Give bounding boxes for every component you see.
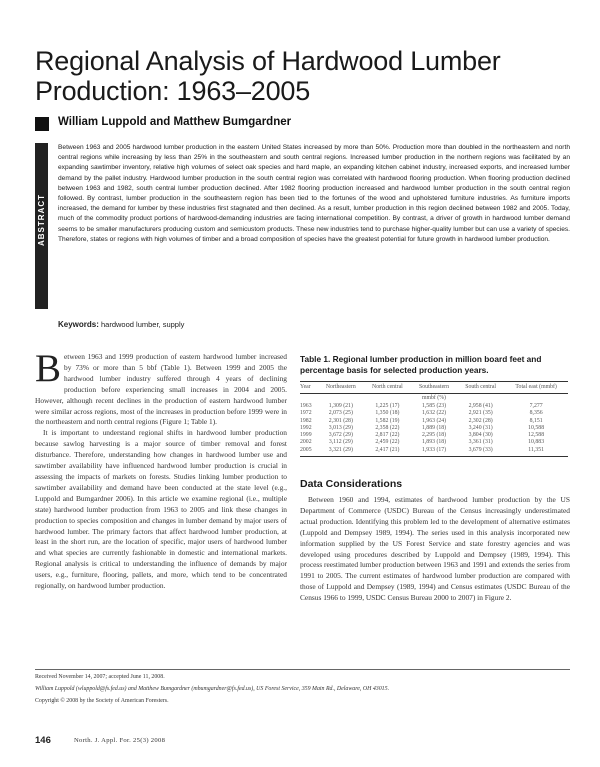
col-header: Northeastern xyxy=(318,382,364,394)
table-row xyxy=(300,418,568,425)
author-marker xyxy=(35,117,49,131)
table-row xyxy=(300,439,568,446)
authors: William Luppold and Matthew Bumgardner xyxy=(58,116,292,128)
value-cell: 2,301 (28) xyxy=(328,417,353,424)
author-info-note: William Luppold (wluppold@fs.fed.us) and Matthew Bumgardner (mbumgardner@fs.fed.us), US Forest Service, 359 Main Rd., Delaware, OH 43015. xyxy=(35,685,390,692)
value-cell: 2,358 (22) xyxy=(375,424,400,431)
value-cell: 8,151 xyxy=(529,417,543,424)
col-header: Year xyxy=(300,382,318,394)
year-cell: 1992 xyxy=(300,424,312,431)
value-cell: 3,679 (33) xyxy=(457,447,504,457)
col-header: Southeastern xyxy=(411,382,457,394)
intro-p1-text: etween 1963 and 1999 production of eastern hardwood lumber increased by 73% or more than 5 bbf (Table 1). Between 1999 and 2005 the hardwood lumber industry suffered through 4 years of declining production before experiencing small increases in 2004 and 2005. However, although recent declines in the production of eastern hardwood lumber were similar across regions, most of the increases in production before 1999 were in the northeastern and north central regions (Figure 1; Table 1). xyxy=(35,352,287,427)
value-cell: 3,804 (30) xyxy=(468,432,493,439)
drop-cap: B xyxy=(35,347,62,390)
table-row xyxy=(300,447,568,457)
article-title: Regional Analysis of Hardwood Lumber Production: 1963–2005 xyxy=(35,46,501,106)
value-cell: 11,351 xyxy=(504,447,568,457)
value-cell: 2,295 (18) xyxy=(421,432,447,439)
value-cell: 1,582 (19) xyxy=(375,417,400,424)
value-cell: 3,321 (29) xyxy=(318,447,364,457)
section-heading: Data Considerations xyxy=(300,478,403,490)
value-cell: 1,225 (17) xyxy=(375,403,400,409)
value-cell: 8,356 xyxy=(529,410,543,417)
page-number: 146 xyxy=(35,735,51,746)
value-cell: 12,588 xyxy=(528,432,545,439)
abstract-text: Between 1963 and 2005 hardwood lumber production in the eastern United States increased by more than 50%. Production more than doubled in the northeastern and north central regions while increasing by less than 25% in the southeastern and south central regions. Increased lumber production in the northern regions was facilitated by an expanding sawtimber inventory, relative high volumes of select oak species and hard maple, an expanding kitchen cabinet industry, increased exports, and increased lumber demand by the pallet industry. Hardwood lumber production in the south central region was correlated with hardwood flooring production. When flooring production declined between 1963 and 1982, south central lumber production declined. After 1982 flooring production increased and hardwood lumber production in the south central region followed. By contrast, lumber production in the southeastern region has been tied to the fortunes of the wood and upholstered furniture industries. As furniture imports increased, the demand for lumber by these industries first stagnated and then declined. As a result, lumber production in this region declined between 1982 and 2005. Today, much of the commodity product portions of hardwood-demanding industries are facing international competition. By contrast, a driver of growth in hardwood lumber demand seems to be smaller manufacturers producing custom and semicustom products. These new industries tend to purchase higher-quality lumber but can use a variety of species. Therefore, states or regions with high volumes of timber and a broad composition of species have the greatest potential for future growth in hardwood lumber production. xyxy=(58,144,570,243)
value-cell: 1,350 (18) xyxy=(375,410,400,417)
footnote-rule xyxy=(35,669,570,670)
value-cell: 2,921 (35) xyxy=(468,410,493,417)
table-row xyxy=(300,410,568,417)
col-header: South central xyxy=(457,382,504,394)
value-cell: 1,963 (24) xyxy=(421,417,447,424)
value-cell: 3,361 (31) xyxy=(468,439,493,446)
year-cell: 2005 xyxy=(300,447,318,457)
copyright-note: Copyright © 2008 by the Society of American Foresters. xyxy=(35,697,169,704)
unit-row: mmbf (%) xyxy=(422,395,446,401)
value-cell: 2,958 (41) xyxy=(468,403,493,409)
intro-paragraph-1 xyxy=(35,347,287,428)
value-cell: 2,459 (22) xyxy=(375,439,400,446)
footnotes xyxy=(35,673,570,709)
value-cell: 3,240 (31) xyxy=(468,424,493,431)
journal-citation: North. J. Appl. For. 25(3) 2008 xyxy=(74,737,166,744)
production-table xyxy=(300,381,568,457)
value-cell: 1,893 (18) xyxy=(421,439,447,446)
value-cell: 7,277 xyxy=(529,403,543,409)
year-cell: 2002 xyxy=(300,439,312,446)
value-cell: 1,632 (22) xyxy=(421,410,447,417)
intro-column xyxy=(35,347,287,592)
value-cell: 1,889 (18) xyxy=(421,424,447,431)
year-cell: 1999 xyxy=(300,432,312,439)
year-cell: 1963 xyxy=(300,403,312,409)
value-cell: 1,309 (21) xyxy=(328,403,353,409)
received-note: Received November 14, 2007; accepted June 11, 2008. xyxy=(35,674,165,680)
data-paragraph-1: Between 1960 and 1994, estimates of hardwood lumber production by the US Department of Commerce (USDC) Bureau of the Census increasingly underestimated actual production. Identifying this problem led to the development of alternative estimates (Luppold and Dempsey 1989, 1994). The series used in this analysis incorporated new information supplied by the US Forest Service and state forestry agencies and was developed using procedures described by Luppold and Dempsey (1989, 1994). This process reestimated lumber production between 1963 and 1991 and extends the series from 1991 to 2005. The current estimates of hardwood lumber production are compared with those of Luppold and Dempsey (1989, 1994) and Census estimates (USDC Bureau of the Census 1966 to 1999, USDC Census Bureau 2000 to 2007) in Figure 2. xyxy=(300,495,570,603)
intro-paragraph-2: It is important to understand regional shifts in hardwood lumber production because sawlog harvesting is a major source of timber removal and forest disturbance. Therefore, understanding how changes in hardwood lumber use and sawtimber availability have influenced hardwood lumber production is crucial in assessing the impacts of markets on forests. Studies linking lumber production to sawtimber availability and demand have been conducted at the state level (e.g., Luppold and Bumgardner 2006). In this article we examine regional (i.e., multiple state) hardwood lumber production from 1963 to 2005 and link these changes in production to species composition and changes in lumber demand by major users of hardwood lumber. The primary factors that affect hardwood lumber production, at least in the short run, are the location of specific, major users of hardwood lumber and what species are currently fashionable in domestic and international markets. Regional analysis is critical to understanding the influence of demands by major users, e.g., furniture, flooring, pallets, and more, which tend to be concentrated regionally, on hardwood lumber production. xyxy=(35,428,287,591)
value-cell: 2,817 (22) xyxy=(375,432,400,439)
abstract-label: ABSTRACT xyxy=(37,194,46,246)
value-cell: 1,933 (17) xyxy=(411,447,457,457)
keywords-value: hardwood lumber, supply xyxy=(101,320,185,329)
year-cell: 1972 xyxy=(300,410,312,417)
data-considerations-column xyxy=(300,495,570,604)
value-cell: 1,585 (23) xyxy=(421,403,447,409)
value-cell: 2,302 (28) xyxy=(468,417,493,424)
value-cell: 3,013 (29) xyxy=(328,424,353,431)
value-cell: 10,883 xyxy=(528,439,545,446)
value-cell: 2,417 (21) xyxy=(364,447,411,457)
col-header: Total east (mmbf) xyxy=(504,382,568,394)
col-header: North central xyxy=(364,382,411,394)
table-caption: Table 1. Regional lumber production in million board feet and percentage basis for selected production years. xyxy=(300,354,542,375)
value-cell: 2,073 (25) xyxy=(328,410,353,417)
value-cell: 3,112 (29) xyxy=(328,439,353,446)
value-cell: 3,672 (29) xyxy=(328,432,353,439)
keywords xyxy=(58,320,184,329)
value-cell: 10,588 xyxy=(528,424,545,431)
year-cell: 1982 xyxy=(300,417,312,424)
keywords-label: Keywords: xyxy=(58,320,99,329)
